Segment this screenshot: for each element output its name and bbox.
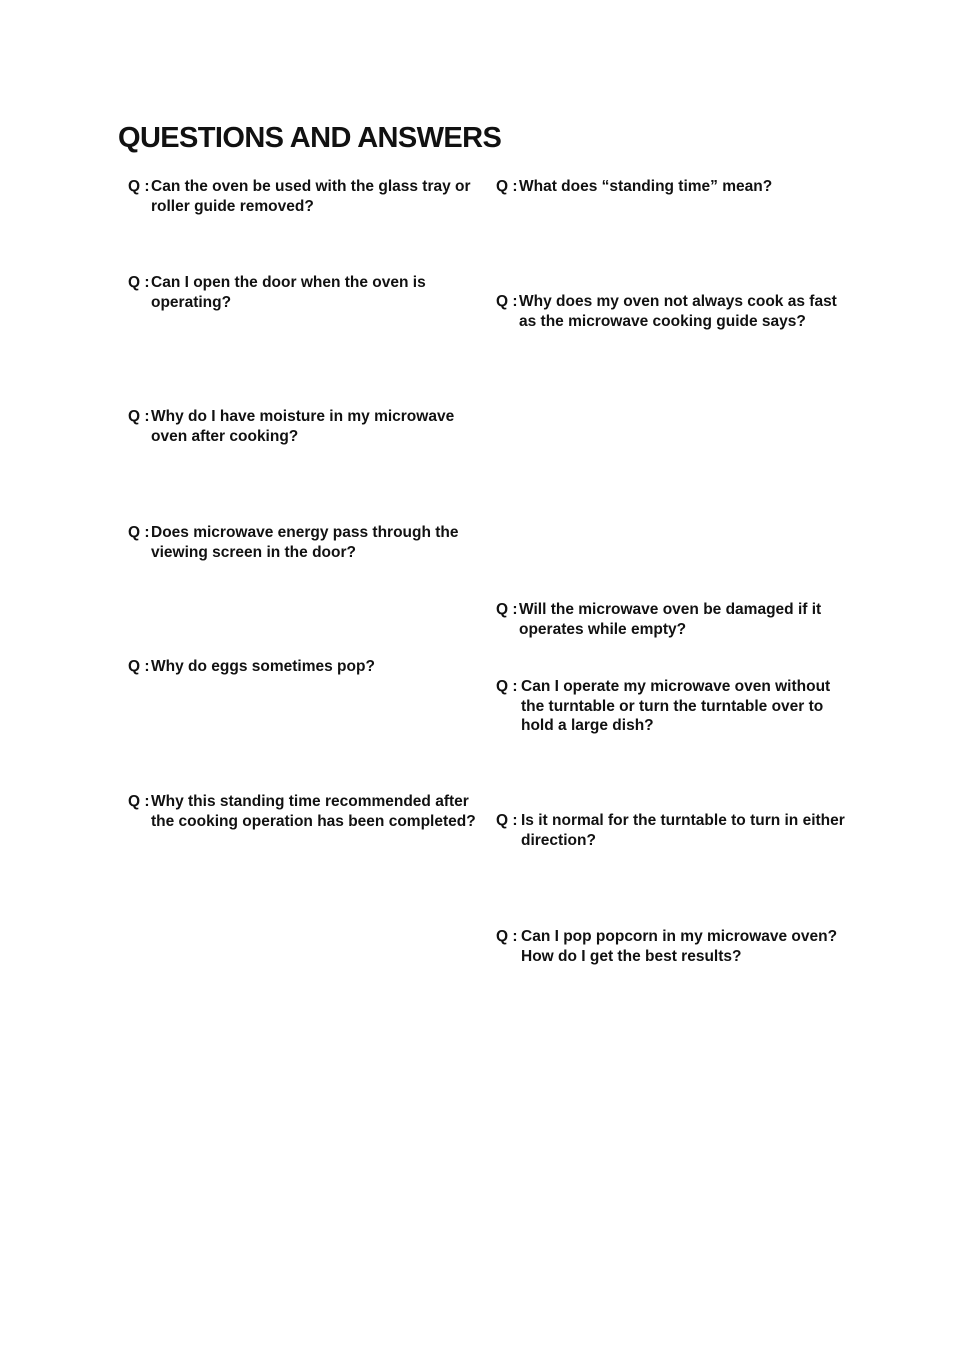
question-item	[496, 177, 841, 197]
question-item	[496, 811, 846, 850]
question-item	[128, 177, 473, 216]
question-text: Does microwave energy pass through the viewing screen in the door?	[151, 524, 459, 561]
question-text: What does “standing time” mean?	[519, 178, 773, 195]
question-text: Why this standing time recommended after the cooking operation has been completed?	[151, 793, 476, 830]
question-prefix: Q :	[128, 274, 150, 291]
question-item	[128, 523, 473, 562]
question-text: Can the oven be used with the glass tray or roller guide removed?	[151, 178, 471, 215]
question-prefix: Q :	[496, 293, 518, 310]
page-title: QUESTIONS AND ANSWERS	[118, 122, 502, 154]
question-text: Why do eggs sometimes pop?	[151, 658, 375, 675]
question-item	[496, 927, 841, 966]
question-item	[496, 292, 841, 331]
question-text: Can I operate my microwave oven without the turntable or turn the turntable over to hold a large dish?	[521, 678, 831, 734]
question-item	[128, 792, 478, 831]
question-prefix: Q :	[496, 812, 518, 829]
question-prefix: Q :	[496, 178, 518, 195]
question-prefix: Q :	[496, 601, 518, 618]
question-item	[496, 677, 841, 736]
question-prefix: Q :	[128, 408, 150, 425]
question-text: Can I pop popcorn in my microwave oven? How do I get the best results?	[521, 928, 838, 965]
question-text: Will the microwave oven be damaged if it operates while empty?	[519, 601, 822, 638]
question-prefix: Q :	[128, 178, 150, 195]
question-prefix: Q :	[128, 658, 150, 675]
question-item	[128, 657, 473, 677]
question-text: Is it normal for the turntable to turn in either direction?	[521, 812, 845, 849]
question-prefix: Q :	[128, 524, 150, 541]
question-prefix: Q :	[496, 928, 518, 945]
question-text: Why do I have moisture in my microwave oven after cooking?	[151, 408, 455, 445]
question-prefix: Q :	[128, 793, 150, 810]
question-item	[496, 600, 826, 639]
question-text: Why does my oven not always cook as fast as the microwave cooking guide says?	[519, 293, 837, 330]
question-prefix: Q :	[496, 678, 518, 695]
question-item	[128, 407, 473, 446]
question-item	[128, 273, 473, 312]
question-text: Can I open the door when the oven is operating?	[151, 274, 426, 311]
